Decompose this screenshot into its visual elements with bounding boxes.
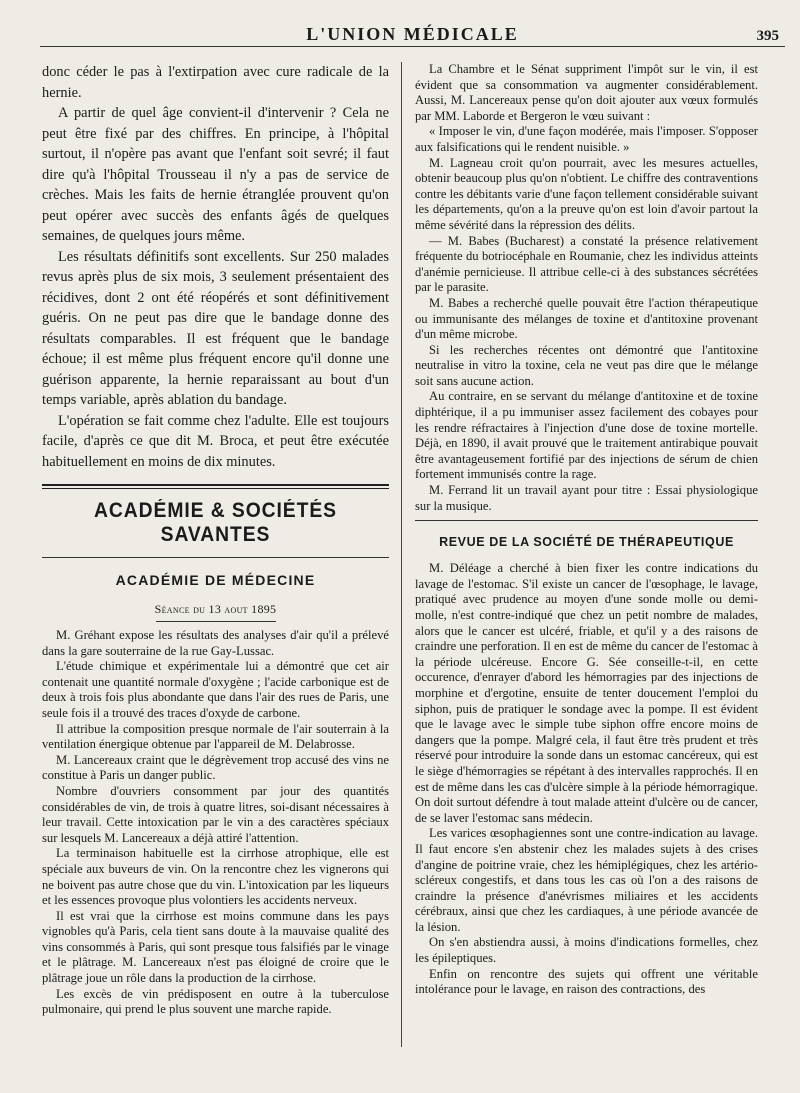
paragraph: Il est vrai que la cirrhose est moins commune dans les pays vignobles qu'à Paris, cela tient sans doute à la mauvaise qualité des vins consommés à Paris, qui sont presque tous falsifiés par le vinage et le plâtrage. M. Lancereaux n'est pas éloigné de croire que le plâtrage joue un rôle dans la production de la cirrhose. <box>42 908 389 986</box>
right-column <box>415 62 758 998</box>
paragraph: M. Ferrand lit un travail ayant pour titre : Essai physiologique sur la musique. <box>415 483 758 513</box>
paragraph: La terminaison habituelle est la cirrhose atrophique, elle est spéciale aux buveurs de vin. On la rencontre chez les vignerons qui ne boivent pas autre chose que du vin. L'intoxication par les liqueurs et les essences provoque plus volontiers les accidents nerveux. <box>42 846 389 908</box>
academie-heading: ACADÉMIE & SOCIÉTÉS SAVANTES <box>94 499 337 546</box>
section-heading-academie-medecine: ACADÉMIE DE MÉDECINE <box>115 572 316 588</box>
therapeutique-report <box>415 561 758 998</box>
paragraph: On s'en abstiendra aussi, à moins d'indications formelles, chez les épileptiques. <box>415 935 758 966</box>
paragraph: Nombre d'ouvriers consomment par jour des quantités considérables de vin, de trois à quatre litres, soi-disant nécessaires à leur travail. Cette intoxication par le vin a des caractères spéciaux sur lesquels M. Lancereaux a déjà attiré l'attention. <box>42 783 389 845</box>
paragraph: Les varices œsophagiennes sont une contre-indication au lavage. Il faut encore s'en abstenir chez les malades sujets à des crises d'angine de poitrine vraie, chez les hémiplégiques, chez les artério-scléreux congestifs, et dans tous les cas où l'on a des raisons de craindre la présence d'anévrismes miliaires et les accidents cérébraux, ainsi que chez les cardiaques, à une période avancée de la lésion. <box>415 826 758 934</box>
paragraph: Au contraire, en se servant du mélange d'antitoxine et de toxine diphtérique, il a pu immuniser assez facilement des cobayes pour les rendre réfractaires à l'injection d'une dose de toxine mortelle. Déjà, en 1890, il avait prouvé que le traitement antirabique pouvait être avantageusement fortifié par des injections de sérum de chien fortement immunisés contre la rage. <box>415 389 758 482</box>
paragraph: Les excès de vin prédisposent en outre à la tuberculose pulmonaire, qui prend le plus souvent une marche rapide. <box>42 986 389 1017</box>
left-column <box>42 62 389 1018</box>
seance-date: Séance du 13 aout 1895 <box>154 602 277 616</box>
paragraph: — M. Babes (Bucharest) a constaté la présence relativement fréquente du botriocéphale en Roumanie, chez les individus atteints d'anémie pernicieuse. Il attribue celle-ci à des substances sécrétées par le parasite. <box>415 233 758 295</box>
paragraph: donc céder le pas à l'extirpation avec cure radicale de la hernie. <box>42 64 389 101</box>
page-header <box>40 20 785 47</box>
paragraph: L'étude chimique et expérimentale lui a démontré que cet air contenait une quantité normale d'oxygène ; l'acide carbonique est de deux à trois fois plus abondante que dans l'air des rues de Paris, une seule fois il a trouvé des traces d'oxyde de carbone. <box>42 659 389 720</box>
paragraph: A partir de quel âge convient-il d'intervenir ? Cela ne peut être fixé par des chiffres. En principe, à l'hôpital surtout, il n'opère pas avant que l'enfant soit sevré; il faut dire qu'à l'hôpital Trousseau il n'y a pas de service de crèches. Mais les faits de hernie étranglée prouvent qu'on peut opérer avec succès des enfants âgés de quelques semaines, de quelques jours même. <box>42 105 389 244</box>
paragraph: Il attribue la composition presque normale de l'air souterrain à la ventilation énergique obtenue par l'appareil de M. Delabrosse. <box>42 721 389 752</box>
heading-rule <box>42 557 389 558</box>
paragraph: M. Déléage a cherché à bien fixer les contre indications du lavage de l'estomac. S'il existe un cancer de l'œsophage, le lavage, pratiqué avec prudence au moyen d'une sonde molle ou demi-molle, n'est contre-indiqué que chez un petit nombre de malades, alors que le cancer est ulcéré, friable, et qu'il y a des raisons de craindre une perforation. Il en est de même du cancer de l'estomac à la période ulcéreuse. Encore G. Sée conseille-t-il, en cette occurence, d'enrayer d'abord les hémorragies par des injections de morphine et d'ergotine, ensuite de tenter doucement l'emploi du siphon, puis de pratiquer le sondage avec la pompe. Il est évident que le lavage avec le simple tube siphon offre encore moins de dangers que la pompe. Malgré cela, il faut être très prudent et très réservé pour introduire la sonde dans un estomac cancéreux, qui est le siège d'hémorragies se répétant à des intervalles rapprochés. Il en est de même dans les cas d'ulcère simple à la période hémorragique. On doit surtout défendre à tout malade atteint d'ulcère ou de cancer, de se laver l'estomac sans médecin. <box>415 561 758 825</box>
paragraph: L'opération se fait comme chez l'adulte. Elle est toujours facile, d'après ce que dit M. Broca, et peut être exécutée habituellement en moins de dix minutes. <box>42 412 389 470</box>
paragraph: Si les recherches récentes ont démontré que l'antitoxine neutralise in vitro la toxine, cela ne veut pas dire que le mélange soit sans aucune action. <box>415 342 758 388</box>
academie-report-continued <box>415 62 758 514</box>
paragraph: M. Gréhant expose les résultats des analyses d'air qu'il a prélevé dans la gare souterraine de la rue Gay-Lussac. <box>42 628 389 658</box>
paragraph: Les résultats définitifs sont excellents. Sur 250 malades revus après plus de six mois, 3 seulement présentaient des récidives, dont 2 ont été réopérés et sont définitivement guéris. On ne peut pas dire que le bandage donne des résultats comparables. Il est fréquent que le bandage échoue; il est même plus fréquent encore qu'il donne une guérison apparente, la hernie reparaissant au bout d'un temps variable, après ablation du bandage. <box>42 248 389 408</box>
hernia-continuation <box>42 62 389 472</box>
seance-rule <box>156 621 276 622</box>
paragraph: M. Babes a recherché quelle pouvait être l'action thérapeutique ou immunisante des mélanges de toxine et d'antitoxine provenant d'un même microbe. <box>415 295 758 342</box>
section-divider <box>415 520 758 521</box>
quotation: « Imposer le vin, d'une façon modérée, mais l'imposer. S'opposer aux falsifications qui le rendent nuisible. » <box>415 124 758 154</box>
section-heading-therapeutique: REVUE DE LA SOCIÉTÉ DE THÉRAPEUTIQUE <box>439 535 734 550</box>
paragraph: M. Lancereaux craint que le dégrèvement trop accusé des vins ne constitue à Paris un danger public. <box>42 752 389 783</box>
section-divider <box>42 484 389 489</box>
paragraph: La Chambre et le Sénat suppriment l'impôt sur le vin, il est évident que sa consommation va augmenter considérablement. Aussi, M. Lancereaux pense qu'on doit ajouter aux vœux formulés par MM. Laborde et Bergeron le vœu suivant : <box>415 62 758 123</box>
academie-report <box>42 628 389 1018</box>
paragraph: Enfin on rencontre des sujets qui offrent une véritable intolérance pour le lavage, en raison des contractions, des <box>415 966 758 997</box>
page-number: 395 <box>756 28 779 44</box>
journal-title: L'UNION MÉDICALE <box>306 24 519 44</box>
column-divider <box>401 62 402 1047</box>
paragraph: M. Lagneau croit qu'on pourrait, avec les mesures actuelles, obtenir beaucoup plus qu'on n'obtient. Le chiffre des contraventions contre les débitants varie d'une façon tellement considérable suivant les départements, qu'on a la preuve qu'on est loin d'avoir partout la même sévérité dans la répression des délits. <box>415 155 758 232</box>
